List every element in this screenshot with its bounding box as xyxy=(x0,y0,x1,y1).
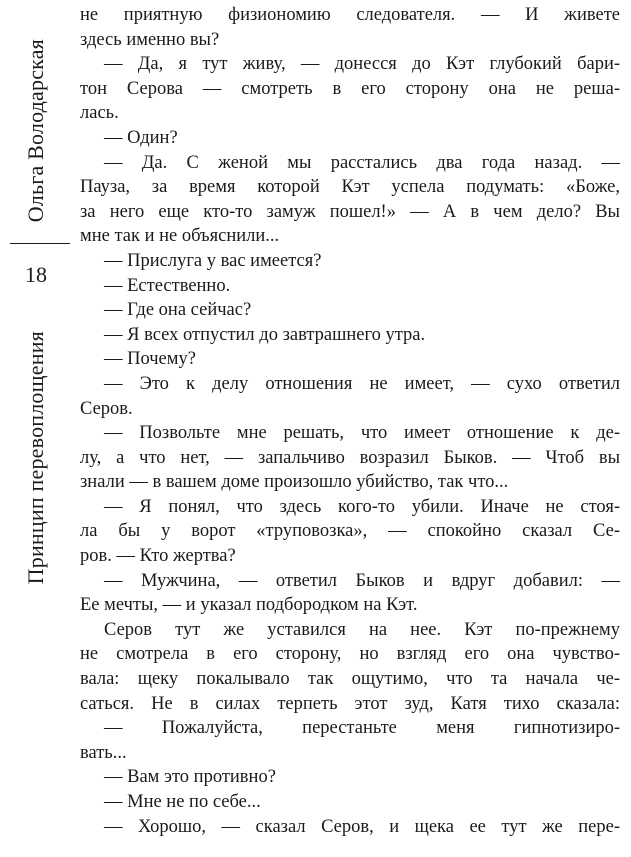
text-line: лась. xyxy=(80,103,119,124)
text-line: — Позвольте мне решать, что имеет отношение к де- xyxy=(104,423,620,444)
running-head-title-box xyxy=(0,308,72,608)
page-number: 18 xyxy=(25,262,47,287)
running-head-divider xyxy=(10,243,70,244)
text-line: — Хорошо, — сказал Серов, и щека ее тут же пере- xyxy=(104,816,620,837)
text-line: за него еще кто-то замуж пошел!» — А в чем дело? Вы xyxy=(80,201,620,222)
text-line: — Один? xyxy=(104,127,178,148)
text-line: ла бы у ворот «труповозка», — спокойно сказал Се- xyxy=(80,521,620,542)
text-line: Ее мечты, — и указал подбородком на Кэт. xyxy=(80,595,418,616)
text-line: знали — в вашем доме произошло убийство, так что... xyxy=(80,472,509,493)
text-line: — Мне не по себе... xyxy=(104,792,261,812)
text-line: лу, а что нет, — запальчиво возразил Быков. — Чтоб вы xyxy=(80,447,620,468)
text-line: — Естественно. xyxy=(104,275,231,296)
text-line: Пауза, за время которой Кэт успела подумать: «Боже, xyxy=(80,177,620,198)
text-line: тон Серова — смотреть в его сторону она не реша- xyxy=(80,78,620,99)
text-line: — Где она сейчас? xyxy=(104,300,252,321)
text-line: ров. — Кто жертва? xyxy=(80,546,236,567)
body-text xyxy=(80,3,620,839)
text-line: — Прислуга у вас имеется? xyxy=(104,250,322,271)
text-line: вала: щеку покалывало так ощутимо, что та начала че- xyxy=(80,669,620,690)
text-line: — Я понял, что здесь кого-то убили. Иначе не стоя- xyxy=(104,496,620,517)
running-head-author-box xyxy=(0,28,72,233)
text-line: мне так и не объяснили... xyxy=(80,226,280,247)
text-line: — Да, я тут живу, — донесся до Кэт глубокий бари- xyxy=(104,54,620,75)
text-line: — Почему? xyxy=(104,349,196,370)
text-line: не смотрела в его сторону, но взгляд его она чувство- xyxy=(80,644,620,665)
text-line: — Вам это противно? xyxy=(104,767,276,788)
running-head-author: Ольга Володарская xyxy=(23,38,48,223)
text-line: саться. Не в силах терпеть этот зуд, Катя тихо сказала: xyxy=(80,693,620,714)
text-line: здесь именно вы? xyxy=(80,29,220,50)
text-line: Серов тут же уставился на нее. Кэт по-прежнему xyxy=(104,619,620,640)
running-head-book-title: Принцип перевоплощения xyxy=(23,331,48,585)
text-line: Серов. xyxy=(80,398,133,419)
text-line: не приятную физиономию следователя. — И живете xyxy=(80,5,620,25)
text-line: — Это к делу отношения не имеет, — сухо ответил xyxy=(104,373,620,394)
text-line: — Да. С женой мы расстались два года назад. — xyxy=(104,152,620,173)
text-line: — Пожалуйста, перестаньте меня гипнотизиро- xyxy=(104,718,620,739)
text-line: — Мужчина, — ответил Быков и вдруг добавил: — xyxy=(104,570,620,591)
text-line: — Я всех отпустил до завтрашнего утра. xyxy=(104,324,426,345)
text-line: вать... xyxy=(80,742,127,763)
